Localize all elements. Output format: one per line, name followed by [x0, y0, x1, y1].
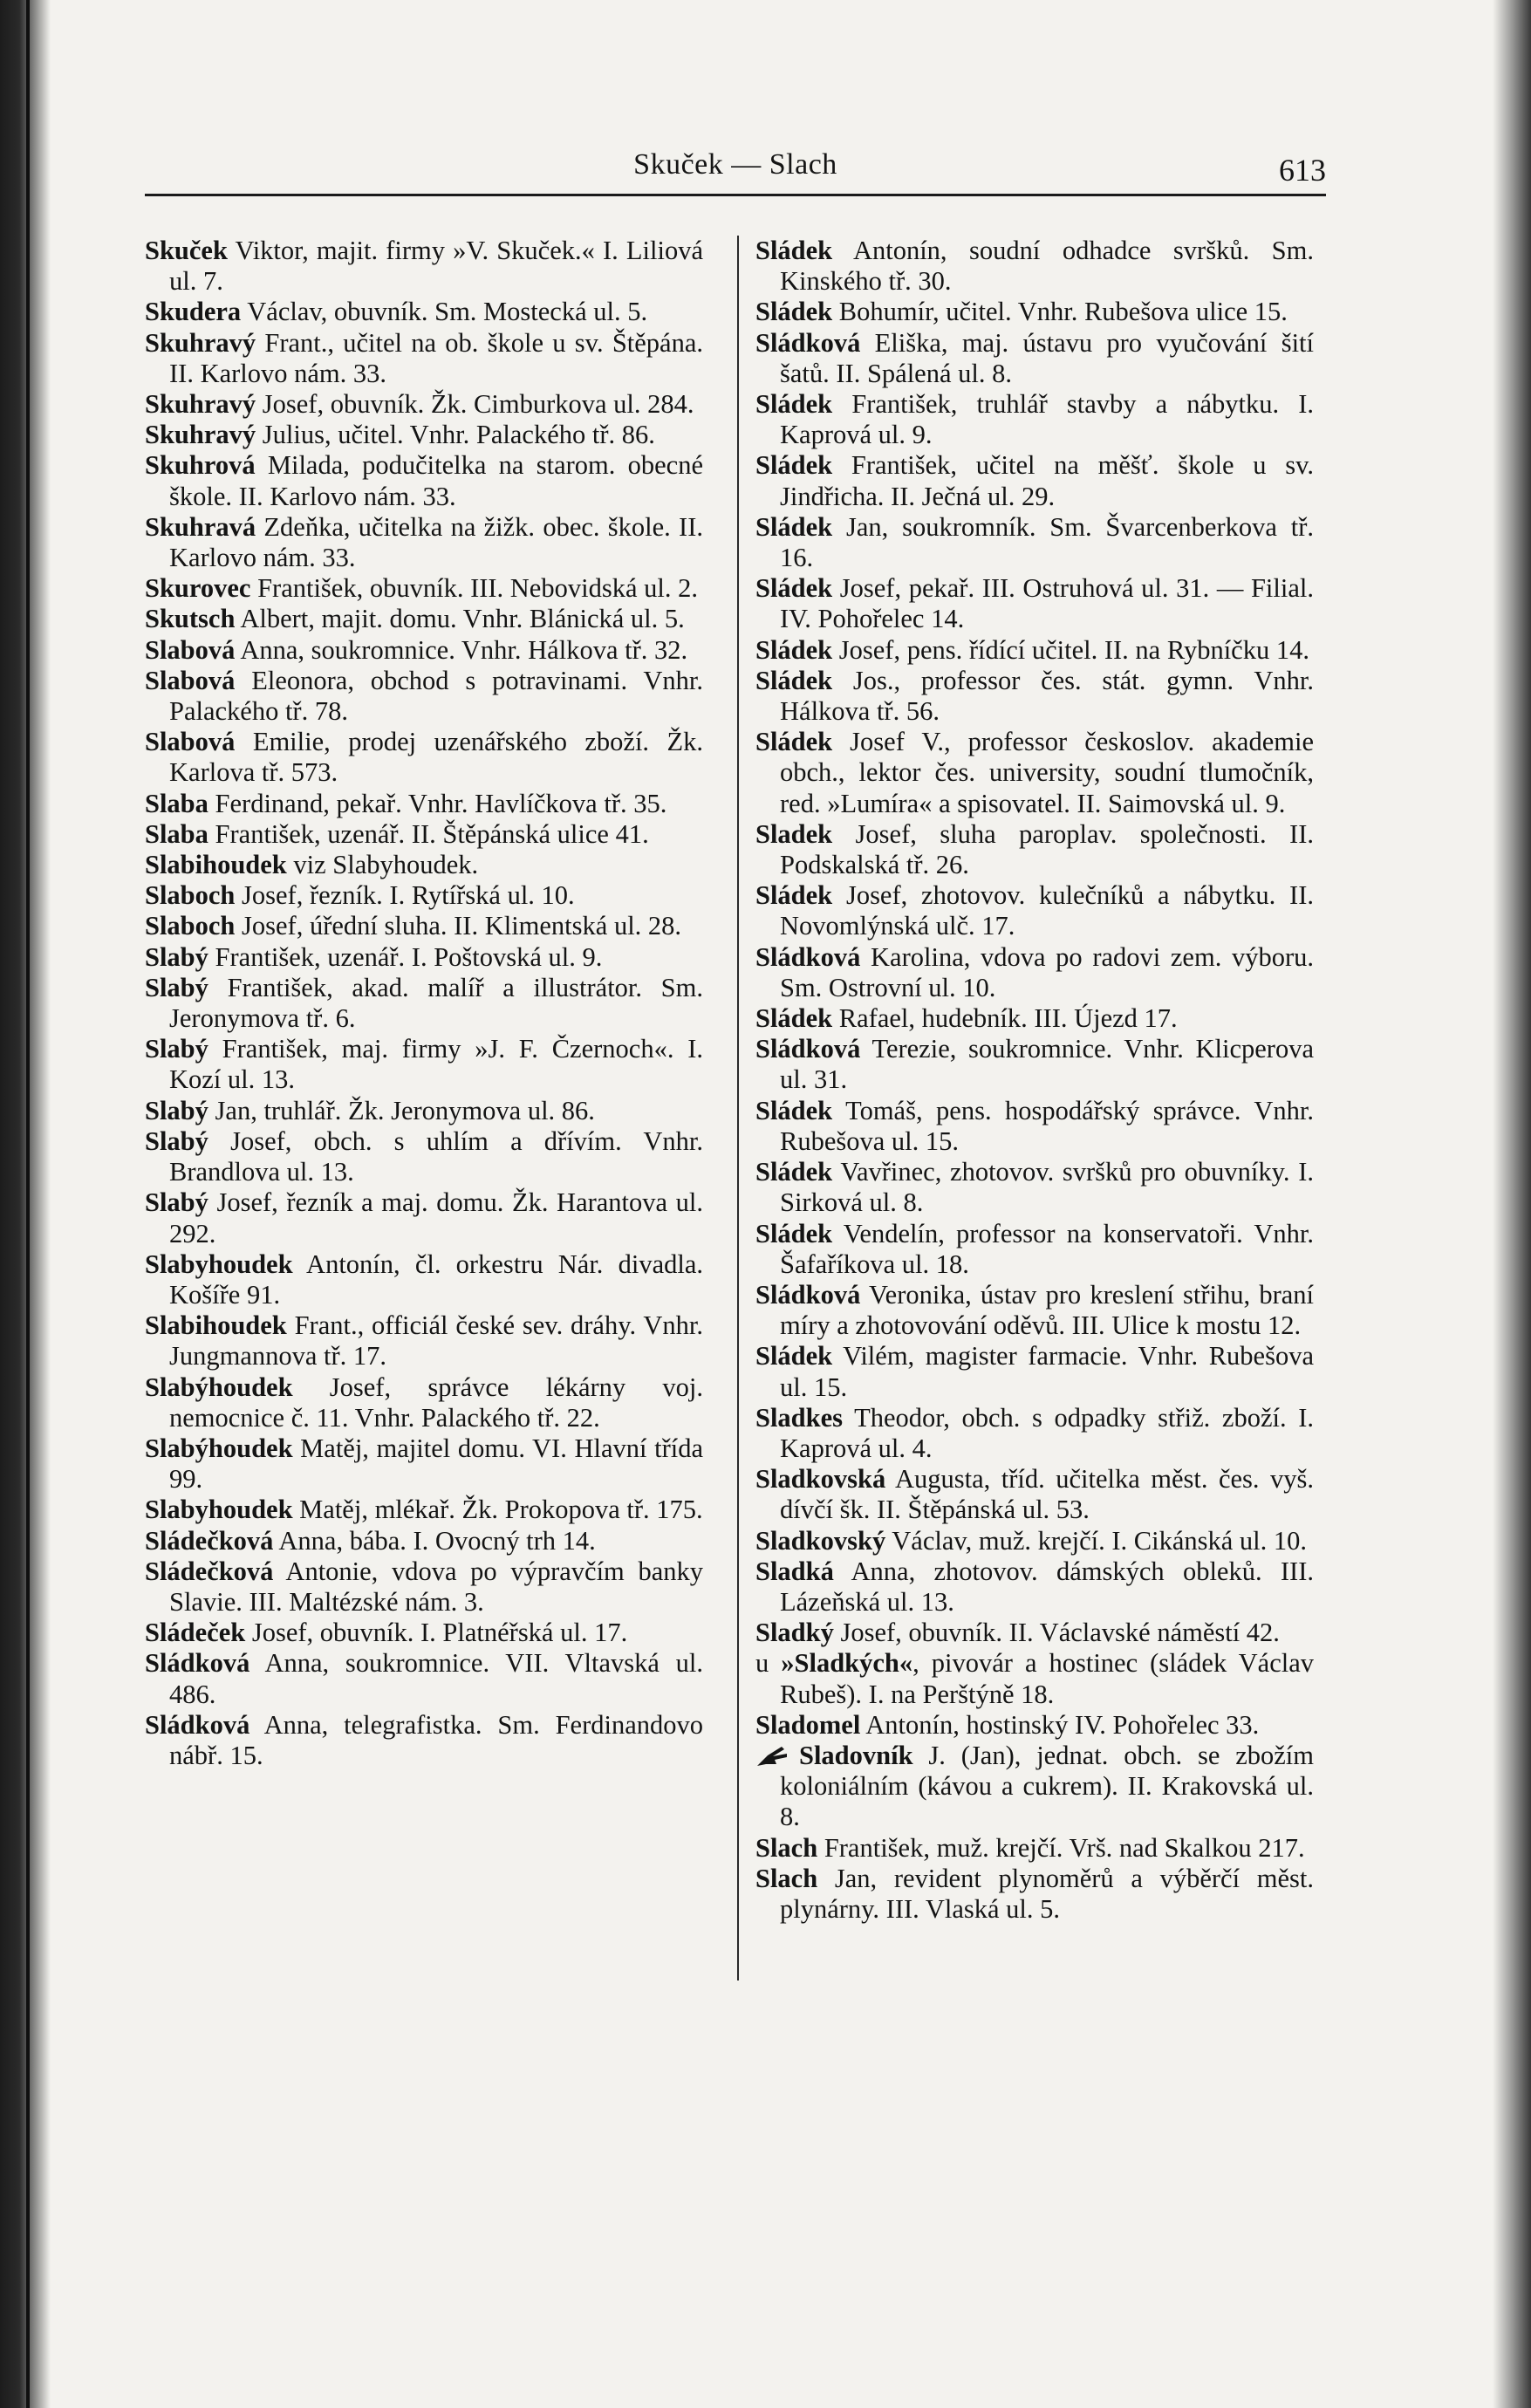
running-head-title: Skuček — Slach: [633, 148, 837, 181]
directory-entry: [145, 604, 703, 634]
entry-surname: Skuhravý: [145, 327, 256, 358]
pointing-hand-icon: [755, 1743, 790, 1769]
entry-surname: Slabýhoudek: [145, 1372, 293, 1402]
entry-details: Vilém, magister farmacie. Vnhr. Rubešova ul. 15.: [780, 1341, 1314, 1402]
directory-entry: [755, 1648, 1314, 1709]
entry-surname: Sládek: [755, 1218, 833, 1248]
entry-surname: Slabý: [145, 1034, 208, 1064]
entry-details: František, maj. firmy »J. F. Čzernoch«. I. Kozí ul. 13.: [169, 1034, 703, 1095]
entry-surname: Skuhrová: [145, 450, 256, 481]
directory-entry: [755, 450, 1314, 511]
directory-entry: [755, 1864, 1314, 1925]
entry-surname: Sladká: [755, 1556, 834, 1586]
entry-details: Veronika, ústav pro kreslení střihu, braní míry a zhotovování oděvů. III. Ulice k mostu 12.: [780, 1279, 1314, 1341]
entry-details: Josef, řezník. I. Rytířská ul. 10.: [235, 880, 575, 911]
directory-entry: [145, 635, 703, 666]
directory-entry: [755, 1157, 1314, 1218]
entry-surname: Skuček: [145, 236, 228, 265]
entry-details: Josef, pekař. III. Ostruhová ul. 31. — Filial. IV. Pohořelec 14.: [780, 573, 1314, 634]
entry-surname: Slabová: [145, 634, 236, 665]
entry-details: Frant., učitel na ob. škole u sv. Štěpána. II. Karlovo nám. 33.: [169, 327, 703, 388]
entry-details: Jan, revident plynoměrů a výběrčí měst. plynárny. III. Vlaská ul. 5.: [780, 1863, 1314, 1924]
header-rule: [145, 194, 1326, 196]
directory-entry: [755, 1556, 1314, 1618]
entry-details: Terezie, soukromnice. Vnhr. Klicperova ul. 31.: [780, 1034, 1314, 1095]
running-header: [145, 140, 1326, 192]
directory-entry: [145, 573, 703, 604]
directory-entry: [755, 573, 1314, 634]
directory-entry: [145, 942, 703, 973]
entry-details: Karolina, vdova po radovi zem. výboru. Sm. Ostrovní ul. 10.: [780, 941, 1314, 1002]
entry-details: Josef, pens. řídící učitel. II. na Rybníčku 14.: [832, 634, 1309, 665]
directory-entry: [145, 1556, 703, 1618]
entry-surname: Sládek: [755, 727, 833, 757]
entry-surname: Slabyhoudek: [145, 1248, 293, 1279]
directory-entry: [145, 666, 703, 727]
page-right-shadow: [1493, 0, 1531, 2408]
entry-details: Julius, učitel. Vnhr. Palackého tř. 86.: [256, 420, 655, 450]
directory-entry: [145, 1034, 703, 1095]
directory-entry: [145, 450, 703, 511]
directory-entry: [145, 1187, 703, 1248]
directory-entry: [755, 328, 1314, 389]
entry-details: Václav, obuvník. Sm. Mostecká ul. 5.: [241, 297, 648, 327]
entry-details: Anna, soukromnice. VII. Vltavská ul. 486.: [169, 1648, 703, 1709]
directory-entry: [145, 880, 703, 911]
entry-details: Josef, sluha paroplav. společnosti. II. Podskalská tř. 26.: [780, 818, 1314, 880]
directory-entry: [145, 1310, 703, 1372]
entry-surname: Sladkes: [755, 1402, 844, 1433]
directory-entry: [755, 1403, 1314, 1464]
directory-entry: [145, 819, 703, 850]
entry-details: Matěj, majitel domu. VI. Hlavní třída 99.: [169, 1433, 703, 1495]
entry-details: Jos., professor čes. stát. gymn. Vnhr. Hálkova tř. 56.: [780, 665, 1314, 727]
entry-surname: Sladkovský: [755, 1525, 886, 1556]
entry-surname: Skuhravá: [145, 511, 256, 542]
entry-details: Eliška, maj. ústavu pro vyučování šití šatů. II. Spálená ul. 8.: [780, 327, 1314, 388]
entry-details: Augusta, tříd. učitelka měst. čes. vyš. dívčí šk. II. Štěpánská ul. 53.: [780, 1464, 1314, 1525]
entry-surname: Sládečková: [145, 1556, 274, 1586]
directory-entry: [145, 1526, 703, 1556]
directory-entry: [145, 1495, 703, 1525]
entry-details: Jan, truhlář. Žk. Jeronymova ul. 86.: [208, 1095, 595, 1125]
entry-surname: Sladkovská: [755, 1464, 886, 1495]
directory-entry: [755, 1096, 1314, 1157]
entry-details: František, truhlář stavby a nábytku. I. Kaprová ul. 9.: [780, 389, 1314, 450]
entry-details: Vendelín, professor na konservatoři. Vnhr. Šafaříkova ul. 18.: [780, 1218, 1314, 1279]
entry-details: Matěj, mlékař. Žk. Prokopova tř. 175.: [292, 1495, 703, 1525]
entry-details: Josef, řezník a maj. domu. Žk. Harantova ul. 292.: [169, 1187, 703, 1248]
directory-entry: [145, 911, 703, 941]
entry-surname: Sládková: [145, 1648, 250, 1679]
entry-surname: Slaba: [145, 818, 208, 849]
directory-entry: [145, 1710, 703, 1771]
directory-entry: [755, 819, 1314, 880]
entry-details: Josef, zhotovov. kulečníků a nábytku. II. Novomlýnská ulč. 17.: [780, 880, 1314, 941]
entry-surname: Skudera: [145, 297, 242, 327]
entry-details: František, akad. malíř a illustrátor. Sm. Jeronymova tř. 6.: [169, 972, 703, 1034]
entry-details: Josef, obuvník. II. Václavské náměstí 42.: [833, 1618, 1280, 1648]
entry-details: Josef, obuvník. Žk. Cimburkova ul. 284.: [256, 389, 694, 420]
entry-surname: Slaboch: [145, 911, 236, 941]
entry-details: , pivovár a hostinec (sládek Václav Rubeš). I. na Perštýně 18.: [780, 1648, 1314, 1709]
entry-details: Eleonora, obchod s potravinami. Vnhr. Palackého tř. 78.: [169, 665, 703, 727]
entry-details: Theodor, obch. s odpadky střiž. zboží. I. Kaprová ul. 4.: [780, 1402, 1314, 1463]
entry-details: Anna, soukromnice. Vnhr. Hálkova tř. 32.: [235, 634, 688, 665]
directory-entry: [755, 1280, 1314, 1341]
entry-surname: Sládek: [755, 1095, 833, 1125]
directory-entry: [145, 328, 703, 389]
directory-entry: [145, 1096, 703, 1126]
entry-details: Josef, správce lékárny voj. nemocnice č. 11. Vnhr. Palackého tř. 22.: [169, 1372, 703, 1433]
directory-entry: [145, 1648, 703, 1709]
entry-surname: Slabová: [145, 665, 236, 695]
entry-details: J. (Jan), jednat. obch. se zbožím koloniálním (kávou a cukrem). II. Krakovská ul. 8.: [780, 1740, 1314, 1832]
directory-entry: [755, 942, 1314, 1003]
entry-surname: Sládková: [755, 941, 861, 972]
entry-surname: Skuhravý: [145, 389, 256, 420]
entry-details: viz Slabyhoudek.: [286, 850, 479, 880]
entry-surname: Slabý: [145, 941, 208, 972]
entry-details: František, uzenář. I. Poštovská ul. 9.: [208, 941, 603, 972]
entry-surname: Sládek: [755, 511, 833, 542]
entry-details: Antonín, soudní odhadce svršků. Sm. Kinského tř. 30.: [780, 236, 1314, 297]
directory-entry: [145, 850, 703, 880]
entry-surname: Sladký: [755, 1618, 834, 1648]
entry-details: Milada, podučitelka na starom. obecné škole. II. Karlovo nám. 33.: [169, 450, 703, 511]
entry-details: Antonie, vdova po výpravčím banky Slavie. III. Maltézské nám. 3.: [169, 1556, 703, 1617]
directory-entry: [755, 1833, 1314, 1864]
directory-entry: [755, 1034, 1314, 1095]
entry-details: Josef, úřední sluha. II. Klimentská ul. 28.: [235, 911, 682, 941]
entry-surname: Sládková: [755, 1034, 861, 1064]
entry-details: Viktor, majit. firmy »V. Skuček.« I. Liliová ul. 7.: [169, 236, 703, 297]
entry-surname: Sladovník: [799, 1740, 913, 1770]
entry-details: Vavřinec, zhotovov. svršků pro obuvníky. I. Sirková ul. 8.: [780, 1157, 1314, 1218]
directory-entry: [755, 1219, 1314, 1280]
entry-surname: Slabý: [145, 1125, 208, 1156]
entry-details: František, učitel na měšť. škole u sv. Jindřicha. II. Ječná ul. 29.: [780, 450, 1314, 511]
entry-details: Anna, bába. I. Ovocný trh 14.: [273, 1525, 596, 1556]
directory-entry: [145, 973, 703, 1034]
entry-details: Anna, telegrafistka. Sm. Ferdinandovo nábř. 15.: [169, 1709, 703, 1770]
entry-details: Albert, majit. domu. Vnhr. Blánická ul. 5.: [235, 604, 685, 634]
column-divider: [737, 236, 739, 1980]
right-column: [755, 236, 1314, 2364]
entry-details: Václav, muž. krejčí. I. Cikánská ul. 10.: [885, 1525, 1307, 1556]
directory-entry: [145, 420, 703, 450]
entry-surname: Sládková: [755, 327, 861, 358]
directory-entry: [755, 727, 1314, 819]
directory-entry: [145, 1618, 703, 1648]
directory-entry: [755, 1618, 1314, 1648]
entry-surname: Sladek: [755, 818, 833, 849]
entry-surname: Sládek: [755, 665, 833, 695]
entry-surname: Sládek: [755, 1003, 833, 1034]
directory-entry: [145, 512, 703, 573]
entry-details: Antonín, čl. orkestru Nár. divadla. Košíře 91.: [169, 1248, 703, 1310]
directory-entry: [145, 727, 703, 788]
entry-surname: Sládková: [145, 1709, 250, 1740]
entry-surname: Slaba: [145, 788, 208, 818]
entry-surname: Sládek: [755, 573, 833, 604]
entry-surname: Skutsch: [145, 604, 236, 634]
page-number: 613: [1279, 153, 1326, 188]
directory-entry: [145, 236, 703, 297]
directory-entry: [145, 389, 703, 420]
entry-surname: Sládková: [755, 1279, 861, 1310]
entry-details: František, obuvník. III. Nebovidská ul. 2.: [250, 573, 698, 604]
entry-details: Josef, obch. s uhlím a dřívím. Vnhr. Brandlova ul. 13.: [169, 1125, 703, 1187]
directory-entry: [145, 1249, 703, 1310]
directory-entry: [755, 512, 1314, 573]
entry-prefix: u: [755, 1648, 782, 1679]
left-column: [145, 236, 703, 2364]
entry-surname: Slabyhoudek: [145, 1495, 293, 1525]
directory-entry: [755, 666, 1314, 727]
entry-details: Zdeňka, učitelka na žižk. obec. škole. II. Karlovo nám. 33.: [169, 511, 703, 573]
entry-surname: Slabihoudek: [145, 850, 287, 880]
entry-details: Jan, soukromník. Sm. Švarcenberkova tř. 16.: [780, 511, 1314, 573]
entry-surname: Slabýhoudek: [145, 1433, 293, 1463]
book-spine-edge: [26, 0, 30, 2408]
entry-surname: Slach: [755, 1863, 818, 1893]
entry-surname: Sládek: [755, 880, 833, 911]
entry-surname: Slabý: [145, 1095, 208, 1125]
entry-surname: Sládek: [755, 236, 833, 265]
directory-entry: [755, 635, 1314, 666]
directory-entry: [145, 1126, 703, 1187]
entry-details: František, uzenář. II. Štěpánská ulice 41.: [208, 818, 649, 849]
page-left-shadow: [0, 0, 51, 2408]
entry-surname: Sládek: [755, 634, 833, 665]
directory-entry: [145, 789, 703, 819]
entry-surname: »Sladkých«: [781, 1648, 913, 1679]
entry-details: Tomáš, pens. hospodářský správce. Vnhr. Rubešova ul. 15.: [780, 1095, 1314, 1156]
entry-surname: Slabý: [145, 1187, 208, 1218]
directory-entry: [145, 297, 703, 327]
entry-surname: Slabý: [145, 972, 208, 1002]
entry-surname: Slabová: [145, 727, 236, 757]
entry-surname: Sládek: [755, 1157, 833, 1187]
entry-details: Antonín, hostinský IV. Pohořelec 33.: [860, 1709, 1260, 1740]
directory-entry: [755, 236, 1314, 297]
directory-entry: [755, 1710, 1314, 1741]
entry-surname: Sládečková: [145, 1525, 274, 1556]
entry-details: Josef V., professor českoslov. akademie obch., lektor čes. university, soudní tlumočník, red. »Lumíra« a spisovatel. II. Saimovská ul. 9.: [780, 727, 1314, 818]
entry-surname: Sládek: [755, 450, 833, 481]
directory-entry: [755, 297, 1314, 327]
entry-surname: Sladomel: [755, 1709, 861, 1740]
directory-entry: [755, 1003, 1314, 1034]
entry-details: František, muž. krejčí. Vrš. nad Skalkou 217.: [817, 1832, 1305, 1863]
directory-entry: [145, 1433, 703, 1495]
entry-surname: Skurovec: [145, 573, 251, 604]
entry-details: Rafael, hudebník. III. Újezd 17.: [832, 1003, 1178, 1034]
entry-surname: Slaboch: [145, 880, 236, 911]
entry-surname: Sládek: [755, 389, 833, 420]
entry-surname: Slach: [755, 1832, 818, 1863]
entry-details: Anna, zhotovov. dámských obleků. III. Lázeňská ul. 13.: [780, 1556, 1314, 1617]
entry-surname: Sládek: [755, 1341, 833, 1372]
entry-surname: Sládek: [755, 297, 833, 327]
entry-surname: Sládeček: [145, 1618, 246, 1648]
directory-entry: [755, 1741, 1314, 1833]
directory-entry: [755, 880, 1314, 941]
entry-details: Bohumír, učitel. Vnhr. Rubešova ulice 15.: [832, 297, 1288, 327]
directory-entry: [755, 1464, 1314, 1525]
entry-surname: Slabihoudek: [145, 1310, 287, 1341]
entry-details: Frant., officiál české sev. dráhy. Vnhr. Jungmannova tř. 17.: [169, 1310, 703, 1372]
entry-details: Emilie, prodej uzenářského zboží. Žk. Karlova tř. 573.: [169, 727, 703, 788]
entry-details: Ferdinand, pekař. Vnhr. Havlíčkova tř. 35.: [208, 788, 667, 818]
entry-details: Josef, obuvník. I. Platnéřská ul. 17.: [245, 1618, 628, 1648]
directory-entry: [145, 1372, 703, 1433]
directory-entry: [755, 1526, 1314, 1556]
directory-entry: [755, 1341, 1314, 1402]
entry-surname: Skuhravý: [145, 420, 256, 450]
directory-entry: [755, 389, 1314, 450]
